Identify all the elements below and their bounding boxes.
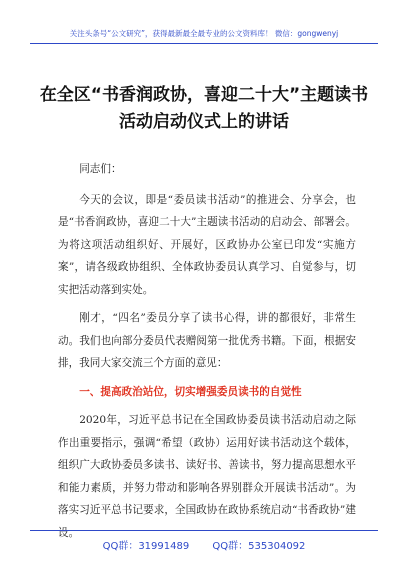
greeting: 同志们： bbox=[79, 163, 122, 175]
page-header: 关注头条号“公文研究”，获得最新最全最专业的公文资料库！ 微信：gongwenyj bbox=[30, 28, 378, 44]
document-body bbox=[58, 158, 356, 550]
document-title bbox=[30, 82, 378, 136]
paragraph-3: 2020年，习近平总书记在全国政协委员读书活动启动之际作出重要指示，强调“希望（政协）运用好读书活动这个载体，组织广大政协委员多读书、读好书、善读书，努力提高思想水平和能力素质，并努力带动和影响各界别群众开展读书活动”。为落实习近平总书记要求，全国政协在政协系统启动“书香政协”建设。 bbox=[58, 414, 356, 539]
page-footer bbox=[30, 530, 378, 552]
footer-qq-group-1: QQ群：31991489 bbox=[102, 541, 190, 552]
section-heading-1: 一、提高政治站位，切实增强委员读书的自觉性 bbox=[79, 385, 302, 398]
paragraph-2: 刚才，“四名”委员分享了读书心得，讲的都很好，非常生动。我们也向部分委员代表赠阅第一批优秀书籍。下面，根据安排，我同大家交流三个方面的意见： bbox=[58, 312, 356, 369]
footer-qq-group-2: QQ群：535304092 bbox=[212, 541, 306, 552]
title-line-2: 活动启动仪式上的讲话 bbox=[119, 112, 289, 132]
paragraph-1: 今天的会议，即是“委员读书活动”的推进会、分享会，也是“书香润政协，喜迎二十大”主题读书活动的启动会、部署会。为将这项活动组织好、开展好，区政协办公室已印发“实施方案”，请各级政协组织、全体政协委员认真学习、自觉参与，切实把活动落到实处。 bbox=[58, 193, 356, 296]
title-line-1: 在全区“书香润政协，喜迎二十大”主题读书 bbox=[39, 85, 369, 105]
